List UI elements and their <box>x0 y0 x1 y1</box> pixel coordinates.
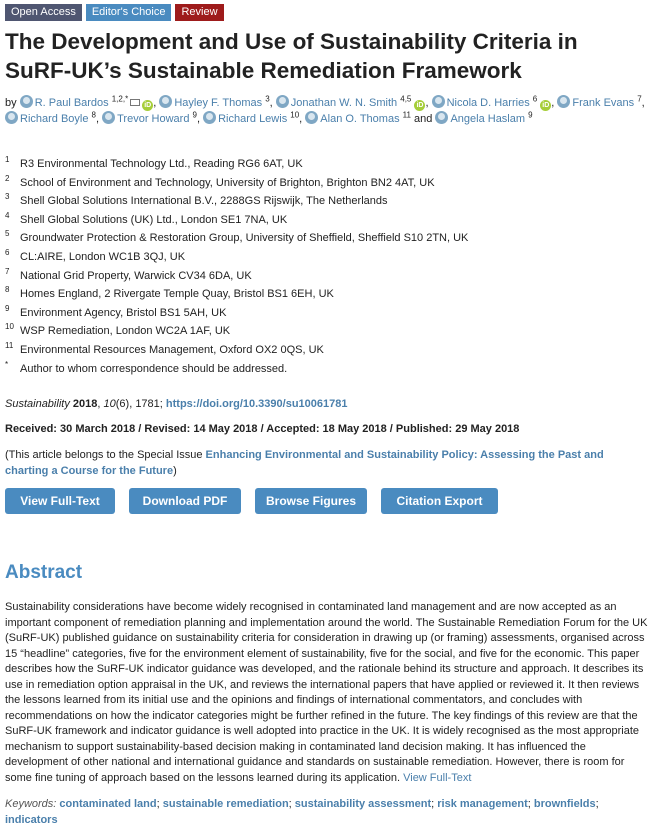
affiliation-number: 8 <box>5 285 10 295</box>
affiliation-text: Shell Global Solutions International B.V., 2288GS Rijswijk, The Netherlands <box>20 195 388 208</box>
affiliation-item <box>5 341 645 360</box>
affiliation-text: Author to whom correspondence should be addressed. <box>20 362 288 375</box>
author-profile-icon <box>5 111 18 124</box>
author-affil-sup: 7 <box>637 94 642 104</box>
badge-row <box>5 4 224 21</box>
affiliation-number: 2 <box>5 173 10 183</box>
keywords-label: Keywords: <box>5 798 57 810</box>
author-link[interactable]: R. Paul Bardos <box>34 97 109 109</box>
and-label: and <box>414 113 433 125</box>
author-link[interactable]: Richard Boyle <box>20 113 89 125</box>
author-affil-sup: 9 <box>192 110 197 120</box>
affiliation-list <box>5 155 645 378</box>
doi-link[interactable]: https://doi.org/10.3390/su10061781 <box>165 398 348 410</box>
affiliation-text: School of Environment and Technology, University of Brighton, Brighton BN2 4AT, UK <box>20 176 435 189</box>
affiliation-item <box>5 304 645 323</box>
orcid-icon[interactable]: iD <box>416 102 424 109</box>
editors-choice-badge[interactable]: Editor's Choice <box>86 4 172 21</box>
affiliation-text: National Grid Property, Warwick CV34 6DA, UK <box>20 269 252 282</box>
article-title: The Development and Use of Sustainability Criteria in SuRF-UK’s Sustainable Remediation Framework <box>5 29 578 83</box>
action-buttons <box>5 488 498 514</box>
author-link[interactable]: Richard Lewis <box>218 113 288 125</box>
affiliation-number: 1 <box>5 155 10 164</box>
keyword-separator: ; <box>288 798 292 810</box>
author-link[interactable]: Angela Haslam <box>450 113 526 125</box>
affiliation-item <box>5 267 645 286</box>
author-link[interactable]: Alan O. Thomas <box>320 113 400 125</box>
author-affil-sup: 1,2,* <box>111 94 129 104</box>
keyword-separator: ; <box>431 798 435 810</box>
abstract-heading: Abstract <box>5 562 83 583</box>
affiliation-number: 3 <box>5 192 10 202</box>
author-link[interactable]: Hayley F. Thomas <box>174 97 263 109</box>
special-issue-suffix: ) <box>173 465 177 477</box>
abstract-body <box>5 600 649 786</box>
keyword-link[interactable]: sustainable remediation <box>162 798 289 810</box>
affiliation-item <box>5 248 645 267</box>
affiliation-text: Homes England, 2 Rivergate Temple Quay, Bristol BS1 6EH, UK <box>20 288 334 301</box>
journal-volume: 10 <box>103 398 116 410</box>
affiliation-item <box>5 211 645 230</box>
journal-citation: Sustainability 2018, 10(6), 1781; https://doi.org/10.3390/su10061781 <box>5 398 348 410</box>
affiliation-item <box>5 192 645 211</box>
author-profile-icon <box>102 111 115 124</box>
email-icon[interactable] <box>130 99 140 106</box>
affiliation-text: CL:AIRE, London WC1B 3QJ, UK <box>20 250 186 263</box>
journal-year: 2018 <box>72 398 98 410</box>
author-link[interactable]: Jonathan W. N. Smith <box>290 97 398 109</box>
affiliation-text: Environment Agency, Bristol BS1 5AH, UK <box>20 306 227 319</box>
affiliation-item <box>5 229 645 248</box>
keyword-link[interactable]: contaminated land <box>59 798 157 810</box>
author-link[interactable]: Trevor Howard <box>117 113 190 125</box>
special-issue-prefix: (This article belongs to the Special Issue <box>5 449 206 461</box>
affiliation-item <box>5 322 645 341</box>
author-profile-icon <box>276 95 289 108</box>
affiliation-number: 4 <box>5 210 10 220</box>
review-badge[interactable]: Review <box>175 4 223 21</box>
keyword-separator: ; <box>156 798 160 810</box>
special-issue-note <box>5 447 645 479</box>
affiliation-text: WSP Remediation, London WC2A 1AF, UK <box>20 325 231 338</box>
download-pdf-button[interactable]: Download PDF <box>129 488 241 514</box>
journal-pages: , 1781; <box>129 398 166 410</box>
author-affil-sup: 6 <box>532 94 538 104</box>
author-affil-sup: 8 <box>91 110 96 120</box>
affiliation-number: 7 <box>5 266 10 276</box>
affiliation-number: 6 <box>5 247 10 257</box>
author-profile-icon <box>159 95 172 108</box>
affiliation-text: Groundwater Protection & Restoration Group, University of Sheffield, Sheffield S10 2TN, UK <box>20 232 469 245</box>
abstract-text: Sustainability considerations have become widely recognised in contaminated land management and are now accepted as an important component of remediation planning and implementation around the world. The Sustainable Remediation Forum for the UK (SuRF-UK) published guidance on sustainability criteria for consideration in drawing up (or framing) assessments, organised across 15 “headline” categories, five for the environment element of sustainability, five for the social, and five for the economic. This paper describes how the SuRF-UK indicator guidance was developed, and the rationale behind its structure and approach. It describes its use in remediation option appraisal in the UK, and reviews the international papers that have applied or reviewed it. It then reviews the lessons learned from its initial use and the opinions and findings of international commentators, and concludes with recommendations on how the indicator categories might be further refined in the future. The key findings of this review are that the SuRF-UK framework and indicator guidance is well adopted into practice in the UK. It is widely recognised as the most appropriate mechanism to support sustainability-based decision making in contaminated land decision making. It has influenced the development of other national and international guidance and standards on sustainable remediation. However, there is room for some fine tuning of approach based on the lessons learned during its application. <box>5 601 648 784</box>
affiliation-number: 5 <box>5 229 10 239</box>
affiliation-item <box>5 155 645 174</box>
author-profile-icon <box>305 111 318 124</box>
affiliation-item <box>5 285 645 304</box>
keyword-separator: ; <box>595 798 599 810</box>
abstract-full-text-link[interactable]: View Full-Text <box>403 771 472 784</box>
keyword-link[interactable]: indicators <box>5 813 58 826</box>
author-affil-sup: 9 <box>528 110 533 120</box>
affiliation-text: Environmental Resources Management, Oxford OX2 0QS, UK <box>20 343 324 356</box>
journal-issue: (6) <box>115 398 130 410</box>
orcid-icon[interactable]: iD <box>144 102 152 109</box>
author-affil-sup: 11 <box>402 110 411 120</box>
author-profile-icon <box>557 95 570 108</box>
affiliation-text: R3 Environmental Technology Ltd., Reading RG6 6AT, UK <box>20 158 303 170</box>
author-profile-icon <box>435 111 448 124</box>
author-link[interactable]: Nicola D. Harries <box>446 97 530 109</box>
affiliation-number: 9 <box>5 303 10 313</box>
affiliation-number: 10 <box>5 322 14 332</box>
affiliation-text: Shell Global Solutions (UK) Ltd., London SE1 7NA, UK <box>20 213 288 226</box>
view-full-text-button[interactable]: View Full-Text <box>5 488 115 514</box>
browse-figures-button[interactable]: Browse Figures <box>255 488 367 514</box>
by-label: by <box>5 97 17 109</box>
citation-export-button[interactable]: Citation Export <box>381 488 498 514</box>
author-profile-icon <box>20 95 33 108</box>
affiliation-item <box>5 174 645 193</box>
author-link[interactable]: Frank Evans <box>572 97 635 109</box>
author-affil-sup: 4,5 <box>400 94 412 104</box>
keyword-link[interactable]: sustainability assessment <box>294 798 432 810</box>
affiliation-number: * <box>5 359 9 369</box>
special-issue-link[interactable]: Enhancing Environmental and Sustainability Policy: Assessing the Past and charting a Course for the Future <box>5 449 604 477</box>
author-profile-icon <box>203 111 216 124</box>
publication-dates: Received: 30 March 2018 / Revised: 14 May 2018 / Accepted: 18 May 2018 / Published: 29 May 2018 <box>5 423 520 435</box>
orcid-icon[interactable]: iD <box>542 102 550 109</box>
keywords <box>5 797 645 828</box>
keyword-separator: ; <box>527 798 531 810</box>
affiliation-item <box>5 360 645 379</box>
journal-name: Sustainability <box>5 398 70 410</box>
author-profile-icon <box>432 95 445 108</box>
open-access-badge[interactable]: Open Access <box>5 4 82 21</box>
keyword-link[interactable]: brownfields <box>533 798 596 810</box>
affiliation-number: 11 <box>5 340 14 350</box>
keyword-link[interactable]: risk management <box>437 798 528 810</box>
author-list: by R. Paul Bardos $^{1,2,*}$iD , Hayley F. Thomas $^3$, Jonathan W. N. Smith $^{4,5}$ iD , Nicola D. Harries $^6$ iD , Frank Evans $^7$, Richard Boyle $^8$, Trevor Howard $^9$, Richard Lewis $^{10}$, Alan O. Thomas $^{11}$ and Angela Haslam $^9$ <box>5 94 645 125</box>
author-affil-sup: 10 <box>290 110 300 120</box>
author-affil-sup: 3 <box>265 94 270 104</box>
